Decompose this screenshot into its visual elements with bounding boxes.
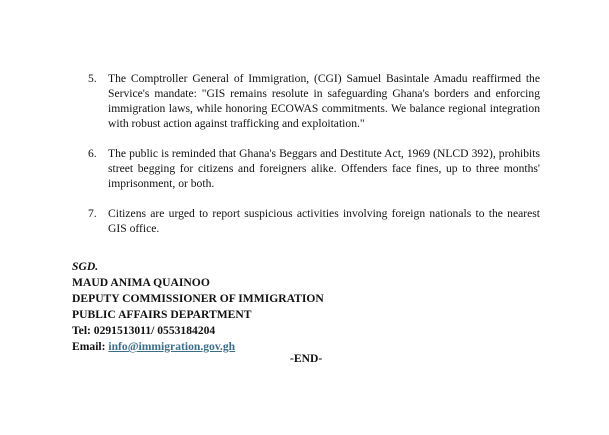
- signatory-name: MAUD ANIMA QUAINOO: [72, 276, 210, 289]
- item-number: 6.: [88, 147, 97, 160]
- signature-block: [72, 259, 324, 355]
- email-line: [72, 339, 324, 355]
- list-item: [88, 71, 540, 131]
- item-text: The Comptroller General of Immigration, (CGI) Samuel Basintale Amadu reaffirmed the Service's mandate: "GIS remains resolute in safeguarding Ghana's borders and enforcing immigration laws, while honoring ECOWAS commitments. We balance regional integration with robust action against trafficking and exploitation.": [108, 72, 540, 130]
- item-text: The public is reminded that Ghana's Beggars and Destitute Act, 1969 (NLCD 392), prohibits street begging for citizens and foreigners alike. Offenders face fines, up to three months' imprisonment, or both.: [108, 147, 540, 190]
- email-link[interactable]: info@immigration.gov.gh: [108, 340, 236, 353]
- list-item: [88, 206, 540, 236]
- email-label: Email:: [72, 340, 109, 353]
- telephone: Tel: 0291513011/ 0553184204: [72, 324, 216, 337]
- department: PUBLIC AFFAIRS DEPARTMENT: [72, 308, 252, 321]
- end-marker: -END-: [290, 352, 323, 365]
- item-text: Citizens are urged to report suspicious activities involving foreign nationals to the nearest GIS office.: [108, 207, 540, 235]
- signed-marker: SGD.: [72, 260, 99, 273]
- item-number: 5.: [88, 72, 97, 85]
- numbered-list: [88, 71, 540, 251]
- signatory-title: DEPUTY COMMISSIONER OF IMMIGRATION: [72, 292, 324, 305]
- item-number: 7.: [88, 207, 97, 220]
- list-item: [88, 146, 540, 191]
